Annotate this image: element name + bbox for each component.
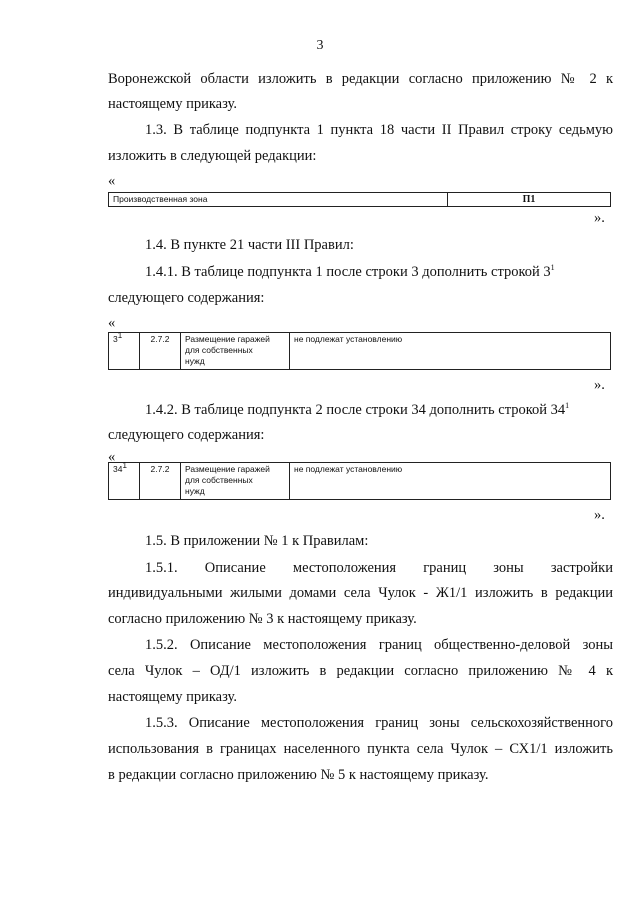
open-quote: «	[108, 449, 116, 465]
close-quote: ».	[594, 210, 605, 226]
text-line: в редакции согласно приложению № 5 к настоящему приказу.	[108, 767, 489, 783]
garage-table-1	[108, 332, 611, 370]
garage-table-2	[108, 462, 611, 500]
paragraph-1-4-2: 1.4.2. В таблице подпункта 2 после строки 34 дополнить строкой $34^1$	[145, 401, 570, 418]
text-line: Воронежской области изложить в редакции согласно приложению № 2 к	[108, 71, 613, 87]
paragraph-1-5: 1.5. В приложении № 1 к Правилам:	[145, 533, 369, 549]
zone-table	[108, 192, 611, 207]
text-line: использования в границах населенного пункта села Чулок – СХ1/1 изложить	[108, 741, 613, 757]
open-quote: «	[108, 173, 116, 189]
description-cell: Размещение гаражей для собственных нужд	[181, 463, 290, 500]
paragraph-1-4-1: 1.4.1. В таблице подпункта 1 после строки 3 дополнить строкой $3^1$	[145, 263, 555, 280]
code-cell: 2.7.2	[140, 463, 181, 500]
value-cell: не подлежат установлению	[290, 463, 611, 500]
text-line: следующего содержания:	[108, 427, 265, 443]
close-quote: ».	[594, 507, 605, 523]
paragraph-1-3: 1.3. В таблице подпункта 1 пункта 18 части II Правил строку седьмую	[145, 122, 613, 138]
paragraph-1-5-1: 1.5.1. Описание местоположения границ зоны застройки	[145, 560, 613, 576]
value-cell: не подлежат установлению	[290, 333, 611, 370]
text-line: настоящему приказу.	[108, 96, 237, 112]
text-line: следующего содержания:	[108, 290, 265, 306]
text-line: села Чулок – ОД/1 изложить в редакции согласно приложению № 4 к	[108, 663, 613, 679]
open-quote: «	[108, 315, 116, 331]
row-number-cell: 341	[109, 463, 140, 500]
paragraph-1-5-3: 1.5.3. Описание местоположения границ зоны сельскохозяйственного	[145, 715, 613, 731]
description-cell: Размещение гаражей для собственных нужд	[181, 333, 290, 370]
text-line: изложить в следующей редакции:	[108, 148, 317, 164]
close-quote: ».	[594, 377, 605, 393]
text-line: согласно приложению № 3 к настоящему приказу.	[108, 611, 417, 627]
paragraph-1-4: 1.4. В пункте 21 части III Правил:	[145, 237, 354, 253]
paragraph-1-5-2: 1.5.2. Описание местоположения границ общественно-деловой зоны	[145, 637, 613, 653]
text-line: индивидуальными жилыми домами села Чулок - Ж1/1 изложить в редакции	[108, 585, 613, 601]
row-number-cell: 31	[109, 333, 140, 370]
zone-code-cell: П1	[448, 193, 611, 207]
code-cell: 2.7.2	[140, 333, 181, 370]
zone-name-cell: Производственная зона	[109, 193, 448, 207]
text-line: настоящему приказу.	[108, 689, 237, 705]
page-number: 3	[316, 38, 324, 53]
